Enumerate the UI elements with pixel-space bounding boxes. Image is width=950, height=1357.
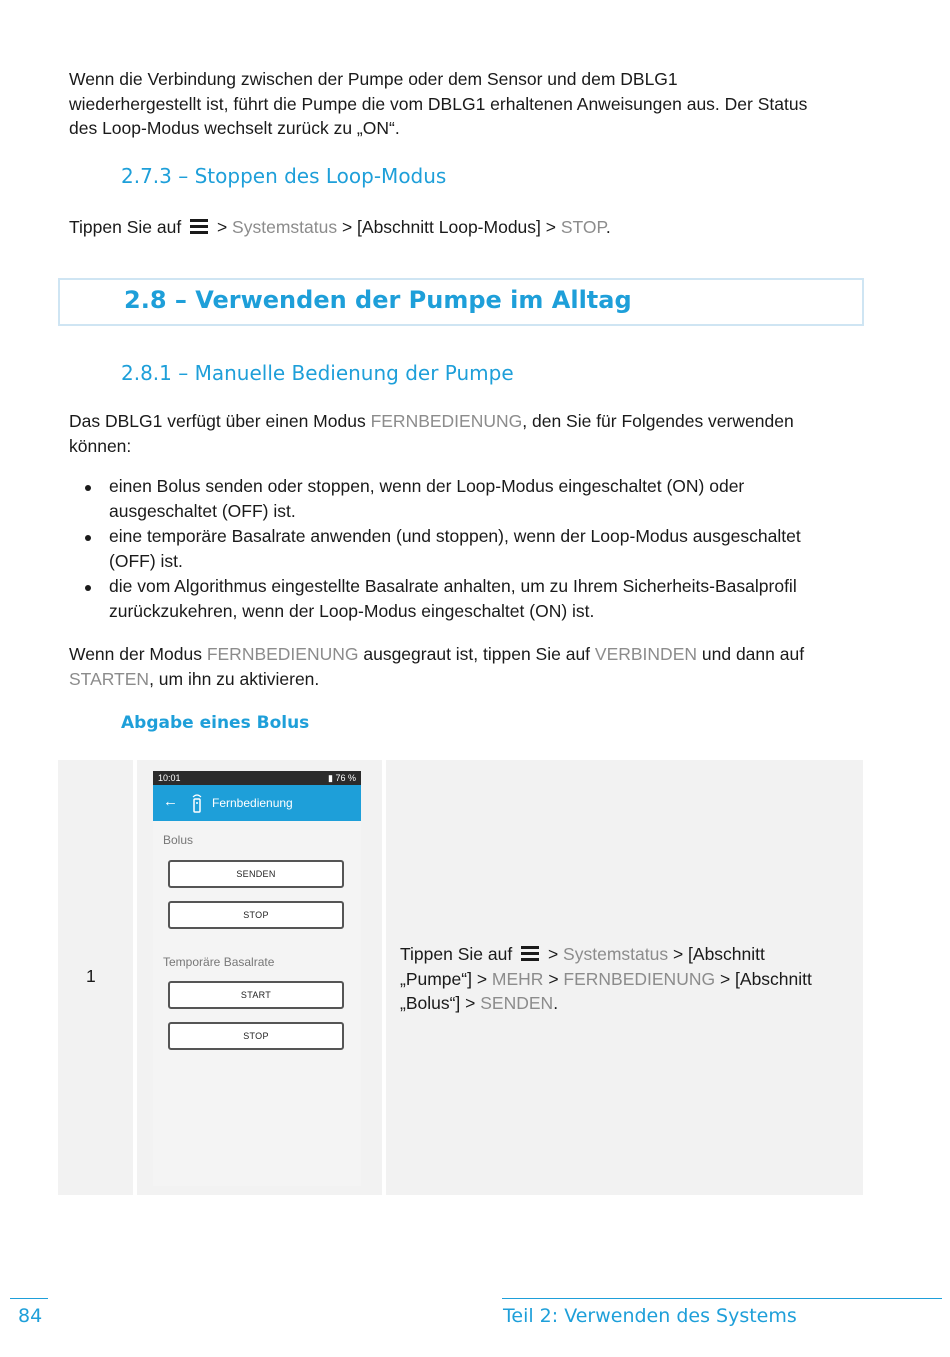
ui-systemstatus: Systemstatus — [232, 217, 338, 237]
bullet-line: einen Bolus senden oder stoppen, wenn der Loop-Modus eingeschaltet (ON) oder — [109, 476, 745, 496]
bullet-line: (OFF) ist. — [109, 551, 183, 571]
remote-mode-paragraph — [69, 409, 869, 458]
instr-c: > [Abschnitt — [668, 944, 765, 964]
phone-title: Fernbedienung — [212, 796, 293, 810]
step-instruction-cell — [386, 760, 863, 1195]
step-number: 1 — [86, 966, 96, 986]
status-battery — [328, 771, 356, 785]
step-number-cell — [58, 760, 133, 1195]
ui-verbinden: VERBINDEN — [594, 644, 698, 664]
p2-text-c: und dann auf — [697, 644, 805, 664]
footer-rule-left — [10, 1298, 48, 1299]
p1-text-c: können: — [69, 435, 132, 456]
instr-mid: > [Abschnitt Loop-Modus] > — [337, 217, 561, 237]
ui-senden: SENDEN — [480, 993, 554, 1013]
basal-section-label: Temporäre Basalrate — [163, 955, 275, 969]
stop-loop-instruction — [69, 215, 869, 240]
ui-stop: STOP — [560, 217, 606, 237]
p2-text-d: , um ihn zu aktivieren. — [149, 668, 320, 689]
footer-part-title: Teil 2: Verwenden des Systems — [503, 1305, 797, 1327]
remote-mode-bullets — [69, 474, 859, 624]
heading-bolus: Abgabe eines Bolus — [121, 713, 310, 733]
phone-status-bar — [153, 771, 361, 785]
ui-fernbedienung: FERNBEDIENUNG — [370, 411, 523, 431]
stop-basal-button[interactable]: STOP — [168, 1022, 344, 1050]
start-basal-button[interactable]: START — [168, 981, 344, 1009]
instr-a: Tippen Sie auf — [400, 944, 513, 964]
instr-f: > [Abschnitt — [715, 968, 812, 989]
bullet-line: ausgeschaltet (OFF) ist. — [109, 501, 296, 521]
intro-line-2: wiederhergestellt ist, führt die Pumpe die vom DBLG1 erhaltenen Anweisungen aus. Der Status — [69, 93, 808, 114]
status-time: 10:01 — [158, 773, 181, 783]
p1-text-a: Das DBLG1 verfügt über einen Modus — [69, 411, 371, 431]
menu-icon — [521, 946, 539, 962]
battery-text: 76 % — [335, 773, 356, 783]
ui-starten: STARTEN — [69, 668, 150, 689]
bullet-line: zurückzukehren, wenn der Loop-Modus eingeschaltet (ON) ist. — [109, 601, 595, 621]
remote-control-icon — [191, 793, 203, 813]
intro-line-1: Wenn die Verbindung zwischen der Pumpe oder dem Sensor und dem DBLG1 — [69, 69, 678, 89]
instr-g: „Bolus“] > — [400, 993, 481, 1013]
heading-2-8-1: 2.8.1 – Manuelle Bedienung der Pumpe — [121, 361, 514, 385]
list-item — [69, 524, 859, 574]
page-number: 84 — [18, 1305, 43, 1327]
instr-h: . — [553, 993, 559, 1013]
intro-line-3: des Loop-Modus wechselt zurück zu „ON“. — [69, 118, 400, 138]
bullet-line: eine temporäre Basalrate anwenden (und stoppen), wenn der Loop-Modus ausgeschaltet — [109, 526, 801, 546]
p1-text-b: , den Sie für Folgendes verwenden — [522, 411, 794, 431]
intro-paragraph — [69, 67, 869, 141]
section-2-8-box — [58, 278, 864, 326]
step-instruction — [400, 942, 850, 1016]
bullet-dot — [85, 485, 91, 491]
phone-screenshot — [153, 771, 361, 1186]
battery-icon: ▮ — [328, 773, 336, 783]
bullet-line: die vom Algorithmus eingestellte Basalrate anhalten, um zu Ihrem Sicherheits-Basalprofil — [109, 576, 797, 596]
list-item — [69, 574, 859, 624]
instr-end: . — [605, 217, 611, 237]
ui-fernbedienung: FERNBEDIENUNG — [206, 644, 359, 664]
senden-button[interactable]: SENDEN — [168, 860, 344, 888]
bolus-section-label: Bolus — [163, 833, 194, 847]
instr-prefix: Tippen Sie auf — [69, 217, 182, 237]
sep: > — [212, 217, 233, 237]
stop-bolus-button[interactable]: STOP — [168, 901, 344, 929]
bullet-dot — [85, 535, 91, 541]
list-item — [69, 474, 859, 524]
arrow-left-icon[interactable]: ← — [163, 793, 178, 810]
ui-mehr: MEHR — [491, 968, 544, 989]
bullet-dot — [85, 585, 91, 591]
activate-paragraph — [69, 642, 869, 691]
instr-e: > — [543, 968, 564, 989]
ui-systemstatus: Systemstatus — [563, 944, 669, 964]
p2-text-a: Wenn der Modus — [69, 644, 207, 664]
heading-2-8: 2.8 – Verwenden der Pumpe im Alltag — [124, 286, 632, 314]
phone-app-bar — [153, 785, 361, 821]
heading-2-7-3: 2.7.3 – Stoppen des Loop-Modus — [121, 164, 447, 188]
ui-fernbedienung: FERNBEDIENUNG — [563, 968, 716, 989]
menu-icon — [190, 219, 208, 235]
p2-text-b: ausgegraut ist, tippen Sie auf — [358, 644, 595, 664]
instr-b: > — [543, 944, 564, 964]
instr-d: „Pumpe“] > — [400, 968, 492, 989]
footer-rule-right — [502, 1298, 942, 1299]
